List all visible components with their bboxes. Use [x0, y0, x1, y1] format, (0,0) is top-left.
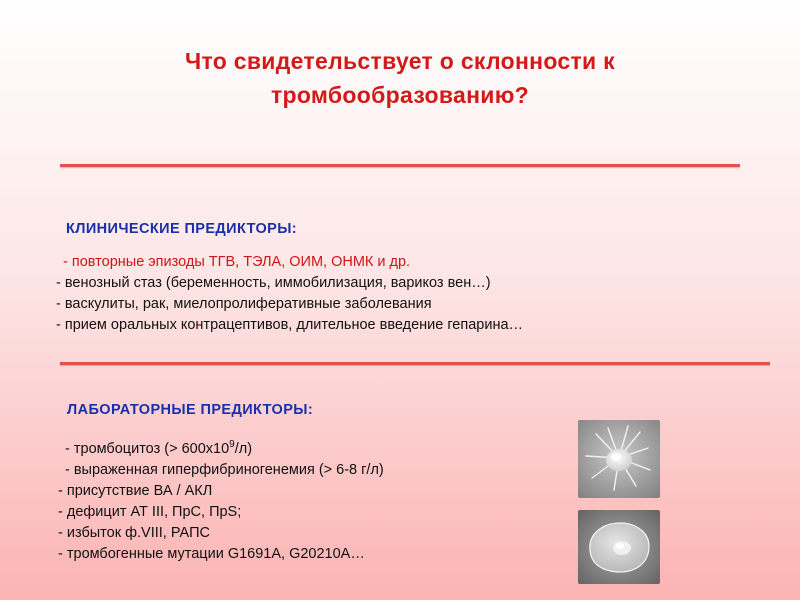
clinical-predictors-heading: КЛИНИЧЕСКИЕ ПРЕДИКТОРЫ:: [66, 221, 298, 237]
lab-item-mutations: - тромбогенные мутации G1691A, G20210A…: [58, 545, 365, 562]
resting-platelet-image: [578, 510, 660, 584]
slide-title-line-1: Что свидетельствует о склонности к: [185, 48, 615, 74]
lab-item-thrombocytosis: [58, 434, 384, 460]
middle-divider: [60, 362, 770, 365]
lab-item-hyperfibrinogenemia: - выраженная гиперфибриногенемия (> 6-8 г/л): [65, 461, 384, 478]
lab-item-lupus-anticoagulant: - присутствие ВА / АКЛ: [58, 482, 213, 499]
activated-platelet-image: [578, 420, 660, 498]
clinical-item-recurrent-episodes: - повторные эпизоды ТГВ, ТЭЛА, ОИМ, ОНМК и др.: [63, 254, 411, 270]
lab-item-factor-viii-excess: - избыток ф.VIII, РАПС: [58, 524, 210, 541]
slide-title-line-2: тромбообразованию?: [270, 82, 530, 108]
lab-predictors-heading: ЛАБОРАТОРНЫЕ ПРЕДИКТОРЫ:: [67, 402, 314, 418]
slide-title: [60, 44, 740, 112]
clinical-item-vasculitis: - васкулиты, рак, миелопролиферативные заболевания: [56, 296, 432, 312]
clinical-predictors-list: [56, 252, 523, 336]
top-divider: [60, 164, 740, 167]
lab-predictors-list: [58, 434, 384, 565]
lab-item-deficiency: - дефицит АТ III, ПрС, ПрS;: [58, 503, 242, 520]
lab-item-thrombocytosis-exponent: 9: [229, 439, 235, 450]
lab-item-thrombocytosis-suffix: /л): [234, 440, 253, 457]
lab-item-thrombocytosis-prefix: - тромбоцитоз (> 600х10: [65, 440, 230, 457]
clinical-item-venous-stasis: - венозный стаз (беременность, иммобилизация, варикоз вен…): [56, 275, 491, 291]
clinical-item-contraceptives: - прием оральных контрацептивов, длительное введение гепарина…: [56, 317, 524, 333]
